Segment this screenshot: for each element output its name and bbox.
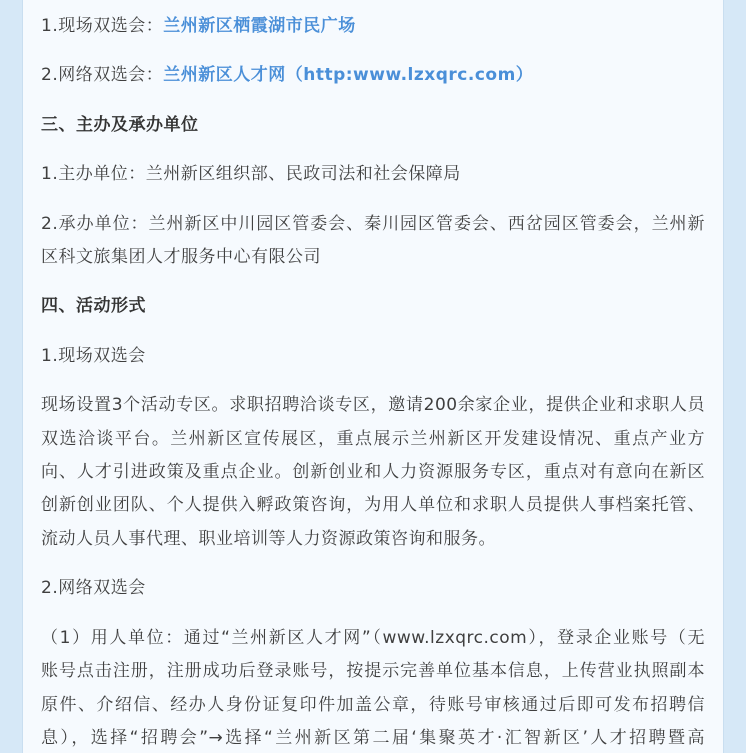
- paragraph-line: 向、人才引进政策及重点企业。创新创业和人力资源服务专区，重点对有意向在新区: [41, 462, 705, 483]
- online-fair-paragraph: [41, 622, 705, 753]
- paragraph-line: 现场设置3个活动专区。求职招聘洽谈专区，邀请200余家企业，提供企业和求职人员: [41, 395, 705, 416]
- online-venue-value: 兰州新区人才网（http:www.lzxqrc.com）: [163, 65, 534, 86]
- online-venue-label: 2.网络双选会：: [41, 65, 164, 86]
- paragraph-line: 流动人员人事代理、职业培训等人力资源政策咨询和服务。: [41, 528, 496, 549]
- paragraph-line: 2.承办单位：兰州新区中川园区管委会、秦川园区管委会、西岔园区管委会，兰州新: [41, 213, 705, 234]
- paragraph-line: （1）用人单位：通过“兰州新区人才网”（www.lzxqrc.com），登录企业账号（无: [41, 627, 705, 648]
- section-heading-activity-format: 四、活动形式: [41, 296, 146, 317]
- organizer-paragraph: 1.主办单位：兰州新区组织部、民政司法和社会保障局: [41, 164, 461, 185]
- co-organizer-paragraph: [41, 208, 705, 275]
- online-venue-item: [41, 59, 705, 92]
- paragraph-line: 双选洽谈平台。兰州新区宣传展区，重点展示兰州新区开发建设情况、重点产业方: [41, 428, 705, 449]
- section-heading-organizers: 三、主办及承办单位: [41, 114, 199, 135]
- paragraph-line: 息），选择“招聘会”→选择“兰州新区第二届‘集聚英才·汇智新区’人才招聘暨高: [41, 727, 705, 748]
- onsite-venue-label: 1.现场双选会：: [41, 16, 164, 36]
- onsite-fair-title: 1.现场双选会: [41, 345, 146, 366]
- paragraph-line: 创新创业团队、个人提供入孵政策咨询，为用人单位和求职人员提供人事档案托管、: [41, 495, 705, 516]
- paragraph-line: 区科文旅集团人才服务中心有限公司: [41, 247, 321, 268]
- onsite-venue-item: [41, 10, 705, 43]
- onsite-fair-paragraph: [41, 389, 705, 556]
- article-content: [22, 0, 724, 753]
- online-fair-title: 2.网络双选会: [41, 578, 146, 599]
- paragraph-line: 原件、介绍信、经办人身份证复印件加盖公章，待账号审核通过后即可发布招聘信: [41, 694, 705, 715]
- onsite-venue-value: 兰州新区栖霞湖市民广场: [163, 16, 356, 36]
- paragraph-line: 账号点击注册，注册成功后登录账号，按提示完善单位基本信息，上传营业执照副本: [41, 661, 705, 682]
